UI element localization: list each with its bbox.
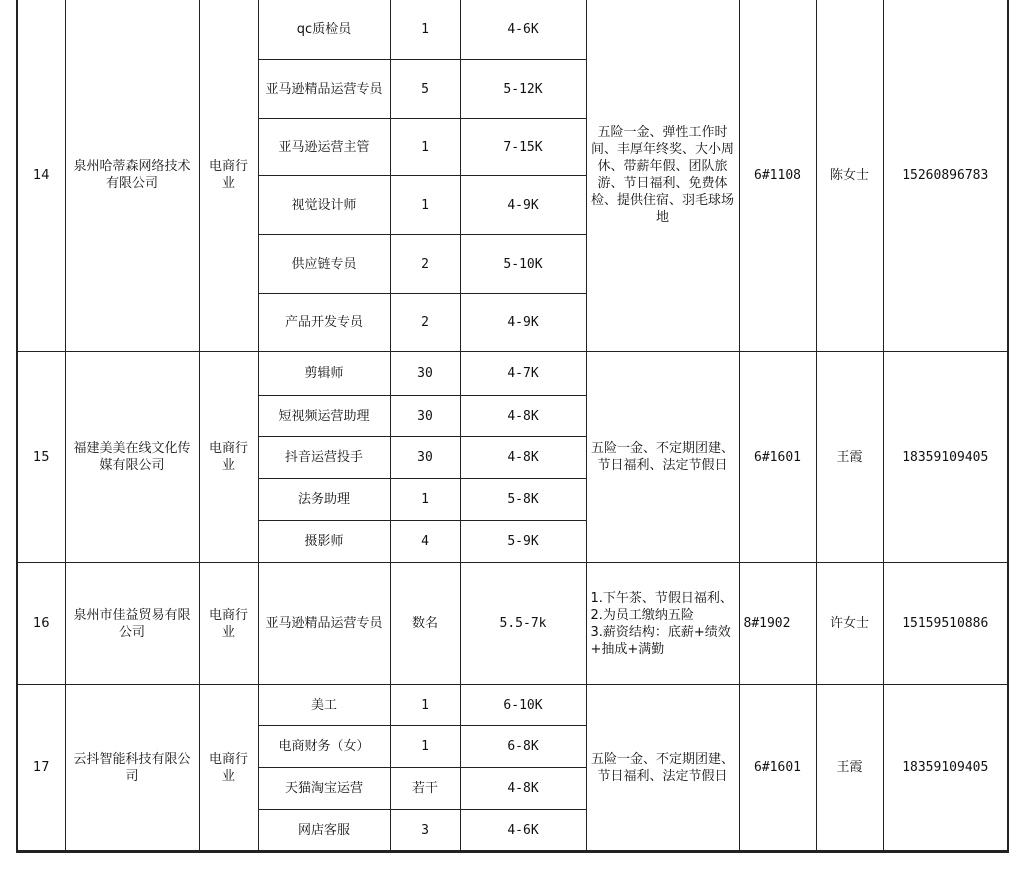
company-name: 云抖智能科技有限公司 <box>65 685 199 852</box>
position-salary: 6-10K <box>460 685 586 726</box>
position-salary: 6-8K <box>460 726 586 768</box>
position-title: 抖音运营投手 <box>258 437 390 479</box>
position-count: 4 <box>390 521 460 563</box>
benefits: 五险一金、不定期团建、节日福利、法定节假日 <box>586 352 739 563</box>
booth-number: 8#1902 <box>739 563 816 685</box>
position-title: 剪辑师 <box>258 352 390 396</box>
position-count: 1 <box>390 726 460 768</box>
position-title: 摄影师 <box>258 521 390 563</box>
company-number: 14 <box>17 0 65 352</box>
industry: 电商行业 <box>199 685 258 852</box>
position-salary: 7-15K <box>460 119 586 176</box>
phone-number: 18359109405 <box>883 352 1008 563</box>
benefits <box>586 563 739 685</box>
position-title: 亚马逊精品运营专员 <box>258 60 390 119</box>
position-title: 亚马逊精品运营专员 <box>258 563 390 685</box>
contact-person: 王霞 <box>816 352 883 563</box>
position-count: 若干 <box>390 768 460 810</box>
phone-number: 15159510886 <box>883 563 1008 685</box>
position-title: 视觉设计师 <box>258 176 390 235</box>
table-row <box>17 685 1008 726</box>
position-salary: 5-10K <box>460 235 586 294</box>
industry: 电商行业 <box>199 0 258 352</box>
booth-number: 6#1601 <box>739 352 816 563</box>
position-count: 数名 <box>390 563 460 685</box>
company-name: 福建美美在线文化传媒有限公司 <box>65 352 199 563</box>
position-title: 产品开发专员 <box>258 294 390 352</box>
benefit-line: 2.为员工缴纳五险 <box>590 607 694 623</box>
position-title: 法务助理 <box>258 479 390 521</box>
position-title: 美工 <box>258 685 390 726</box>
industry: 电商行业 <box>199 563 258 685</box>
position-count: 30 <box>390 352 460 396</box>
position-count: 30 <box>390 396 460 437</box>
position-salary: 5.5-7k <box>460 563 586 685</box>
company-number: 17 <box>17 685 65 852</box>
position-title: 亚马逊运营主管 <box>258 119 390 176</box>
table-row <box>17 352 1008 396</box>
contact-person: 王霞 <box>816 685 883 852</box>
position-salary: 4-9K <box>460 294 586 352</box>
contact-person: 陈女士 <box>816 0 883 352</box>
position-salary: 4-9K <box>460 176 586 235</box>
position-salary: 5-8K <box>460 479 586 521</box>
booth-number: 6#1601 <box>739 685 816 852</box>
position-count: 5 <box>390 60 460 119</box>
job-listing-table <box>16 0 1009 853</box>
position-count: 2 <box>390 294 460 352</box>
position-salary: 5-9K <box>460 521 586 563</box>
contact-person: 许女士 <box>816 563 883 685</box>
position-count: 3 <box>390 810 460 852</box>
table-row <box>17 0 1008 60</box>
position-title: 供应链专员 <box>258 235 390 294</box>
position-count: 1 <box>390 479 460 521</box>
benefit-line: 3.薪资结构：底薪+绩效+抽成+满勤 <box>590 624 731 657</box>
position-count: 2 <box>390 235 460 294</box>
company-name: 泉州市佳益贸易有限公司 <box>65 563 199 685</box>
position-title: 短视频运营助理 <box>258 396 390 437</box>
position-title: 网店客服 <box>258 810 390 852</box>
position-count: 1 <box>390 0 460 60</box>
position-salary: 4-6K <box>460 810 586 852</box>
position-title: 天猫淘宝运营 <box>258 768 390 810</box>
position-count: 1 <box>390 176 460 235</box>
booth-number: 6#1108 <box>739 0 816 352</box>
position-salary: 4-8K <box>460 768 586 810</box>
position-title: 电商财务（女） <box>258 726 390 768</box>
phone-number: 18359109405 <box>883 685 1008 852</box>
benefits: 五险一金、弹性工作时间、丰厚年终奖、大小周休、带薪年假、团队旅游、节日福利、免费体检、提供住宿、羽毛球场地 <box>586 0 739 352</box>
position-count: 1 <box>390 685 460 726</box>
company-number: 16 <box>17 563 65 685</box>
phone-number: 15260896783 <box>883 0 1008 352</box>
position-salary: 4-8K <box>460 396 586 437</box>
position-title: qc质检员 <box>258 0 390 60</box>
company-name: 泉州哈蒂森网络技术有限公司 <box>65 0 199 352</box>
position-salary: 5-12K <box>460 60 586 119</box>
company-number: 15 <box>17 352 65 563</box>
benefits: 五险一金、不定期团建、节日福利、法定节假日 <box>586 685 739 852</box>
table-row <box>17 563 1008 685</box>
position-count: 1 <box>390 119 460 176</box>
benefit-line: 1.下午茶、节假日福利、 <box>590 590 733 606</box>
position-salary: 4-6K <box>460 0 586 60</box>
position-salary: 4-7K <box>460 352 586 396</box>
position-count: 30 <box>390 437 460 479</box>
position-salary: 4-8K <box>460 437 586 479</box>
industry: 电商行业 <box>199 352 258 563</box>
